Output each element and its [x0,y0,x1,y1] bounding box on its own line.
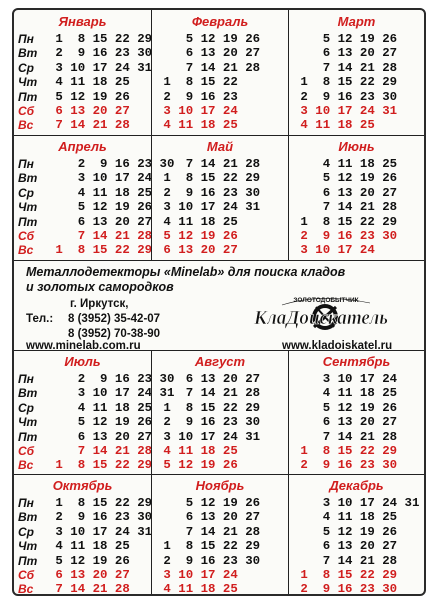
week-row-mon: 6 13 20 27 [156,372,261,386]
week-row-mon: 7 14 21 28 [156,157,261,171]
weekday-sun: Вс [18,458,34,473]
month-name: Июль [64,354,101,369]
week-row-sun: 4 11 18 25 [293,118,375,133]
week-row-thu: 4 11 18 25 [48,75,130,90]
month-name: Октябрь [52,478,113,493]
week-row-wed: 6 13 20 27 [293,185,398,200]
month-2 [151,10,288,135]
day-grid [48,496,153,596]
week-row-sat: 7 14 21 28 [48,228,153,243]
week-row-fri: 7 14 21 28 [293,553,398,568]
week-row-wed: 5 12 19 26 [293,400,398,415]
weekday-wed: Ср [18,400,34,415]
week-row-wed: 4 11 18 25 [48,400,153,415]
week-row-mon: 3 10 17 24 31 [293,496,420,510]
week-row-fri: 6 13 20 27 [48,429,153,444]
week-row-tue: 5 12 19 26 [293,171,398,186]
logo-text: КлаДоискатель [253,307,388,329]
week-row-thu: 1 8 15 22 29 [293,75,398,90]
day-grid [156,372,286,473]
week-row-sat: 3 10 17 24 31 [293,103,398,118]
week-row-fri: 5 12 19 26 [48,89,130,104]
week-row-mon: 1 8 15 22 29 [48,496,153,510]
week-row-sun: 6 13 20 27 [156,243,238,258]
month-name: Апрель [58,139,107,154]
week-row-wed: 3 10 17 24 31 [48,60,153,75]
week-row-sat: 3 10 17 24 [156,567,238,582]
week-row-sat: 1 8 15 22 29 [293,567,398,582]
ad-city: г. Иркутск, [70,298,129,310]
week-row-tue: 4 11 18 25 [293,510,398,525]
weekday-thu: Чт [18,415,38,430]
month-name: Март [337,14,376,29]
month-row-4 [14,474,424,596]
week-row-sat: 3 10 17 24 [156,103,238,118]
week-row-wed: 1 8 15 22 29 [156,400,261,415]
week-row-thu: 7 14 21 28 [293,200,398,215]
weekday-tue: Вт [18,46,38,61]
day-grid [156,32,286,133]
week-row-thu: 1 8 15 22 29 [156,539,261,554]
weekday-tue: Вт [18,510,38,525]
weekday-tue: Вт [18,386,38,401]
week-row-thu: 4 11 18 25 [48,539,130,554]
ad-headline-2: и золотых самородков [26,280,174,294]
weekday-sun: Вс [18,118,34,133]
ad-website-minelab[interactable]: www.minelab.com.ru [26,340,141,352]
week-row-sun: 2 9 16 23 30 [293,458,398,473]
month-5 [151,135,288,260]
weekday-labels [18,157,46,258]
week-row-sat: 6 13 20 27 [48,103,130,118]
week-row-wed: 3 10 17 24 31 [48,524,153,539]
weekday-mon: Пн [18,496,34,510]
week-row-tue: 7 14 21 28 [156,386,261,401]
week-row-fri: 4 11 18 25 [156,214,238,229]
ad-website-kladoiskatel[interactable]: www.kladoiskatel.ru [282,340,393,352]
month-8 [151,350,288,474]
week-row-tue: 2 9 16 23 30 [48,46,153,61]
week-row-sat: 6 13 20 27 [48,567,130,582]
week-row-sun: 2 9 16 23 30 [293,582,398,596]
week-row-sun: 4 11 18 25 [156,118,238,133]
week-row-fri: 2 9 16 23 [156,89,238,104]
month-row-1 [14,10,424,135]
month-row-2 [14,135,424,260]
week-row-mon: 2 9 16 23 30 [48,372,175,386]
week-row-mon: 3 10 17 24 [293,372,398,386]
weekday-mon: Пн [18,32,34,46]
week-row-thu: 3 10 17 24 31 [156,200,261,215]
day-grid [48,372,175,473]
week-row-sun: 7 14 21 28 [48,582,130,596]
week-row-sun: 3 10 17 24 [293,243,375,258]
week-row-fri: 2 9 16 23 30 [293,89,398,104]
weekday-tue: Вт [18,171,38,186]
logo-small-text: ЗОЛОТОДОБЫТЧИК [293,297,359,304]
day-grid [156,496,286,596]
week-row-tue: 6 13 20 27 [156,510,261,525]
weekday-wed: Ср [18,524,34,539]
month-name: Декабрь [329,478,384,493]
calendar-card [12,8,426,596]
week-row-mon: 4 11 18 25 [293,157,398,171]
week-row-sun: 1 8 15 22 29 [48,458,153,473]
day-grid [293,496,422,596]
ad-phone-2: 8 (3952) 70-38-90 [68,328,161,340]
week-row-fri: 3 10 17 24 31 [156,429,261,444]
weekday-thu: Чт [18,75,38,90]
weekday-fri: Пт [18,89,38,104]
week-row-mon: 5 12 19 26 [156,32,261,46]
weekday-mon: Пн [18,157,34,171]
week-row-thu: 6 13 20 27 [293,539,398,554]
week-row-tue: 3 10 17 24 [48,171,153,186]
day-grid [48,32,153,133]
month-name: Июнь [338,139,375,154]
ad-phone-1: 8 (3952) 35-42-07 [68,313,161,325]
weekday-fri: Пт [18,553,38,568]
week-row-mon: 5 12 19 26 [293,32,398,46]
week-row-sat: 2 9 16 23 30 [293,228,398,243]
week-row-fri: 7 14 21 28 [293,429,398,444]
week-row-sun: 5 12 19 26 [156,458,238,473]
month-name: Август [194,354,246,369]
day-grid [48,157,175,258]
week-row-tue: 3 10 17 24 31 [48,386,175,401]
weekday-wed: Ср [18,60,34,75]
month-12 [288,474,424,596]
month-4 [14,135,175,260]
week-row-fri: 6 13 20 27 [48,214,153,229]
weekday-labels [18,32,46,133]
week-row-tue: 6 13 20 27 [293,46,398,61]
weekday-sun: Вс [18,243,34,258]
week-row-mon: 5 12 19 26 [156,496,261,510]
month-7 [14,350,175,474]
week-row-fri: 1 8 15 22 29 [293,214,398,229]
week-row-thu: 2 9 16 23 30 [156,415,261,430]
weekday-sun: Вс [18,582,34,596]
week-row-mon: 2 9 16 23 30 [48,157,175,171]
week-row-sat: 4 11 18 25 [156,443,238,458]
weekday-fri: Пт [18,429,38,444]
month-10 [14,474,151,596]
week-row-sun: 7 14 21 28 [48,118,130,133]
kladoiskatel-logo [252,291,390,333]
weekday-fri: Пт [18,214,38,229]
month-6 [288,135,424,260]
week-row-sat: 1 8 15 22 29 [293,443,398,458]
month-name: Январь [58,14,107,29]
day-grid [293,372,422,473]
day-grid [293,157,422,258]
weekday-sat: Сб [18,567,35,582]
week-row-wed: 7 14 21 28 [156,60,261,75]
month-name: Февраль [191,14,249,29]
advertisement-block [14,260,424,351]
month-9 [288,350,424,474]
weekday-sat: Сб [18,228,35,243]
month-3 [288,10,424,135]
weekday-labels [18,372,46,473]
month-name: Сентябрь [322,354,391,369]
week-row-thu: 5 12 19 26 [48,200,153,215]
week-row-fri: 2 9 16 23 30 [156,553,261,568]
week-row-tue: 2 9 16 23 30 [48,510,153,525]
ad-phone-label: Тел.: [26,313,54,325]
week-row-thu: 6 13 20 27 [293,415,398,430]
day-grid [293,32,422,133]
week-row-tue: 1 8 15 22 29 [156,171,261,186]
week-row-sat: 7 14 21 28 [48,443,153,458]
weekday-thu: Чт [18,200,38,215]
week-row-sun: 1 8 15 22 29 [48,243,153,258]
weekday-thu: Чт [18,539,38,554]
week-row-tue: 6 13 20 27 [156,46,261,61]
week-row-sun: 4 11 18 25 [156,582,238,596]
week-row-wed: 7 14 21 28 [293,60,398,75]
week-row-wed: 7 14 21 28 [156,524,261,539]
week-row-thu: 5 12 19 26 [48,415,153,430]
week-row-fri: 5 12 19 26 [48,553,130,568]
month-name: Ноябрь [195,478,245,493]
week-row-sat: 5 12 19 26 [156,228,238,243]
month-name: Май [206,139,234,154]
day-grid [156,157,286,258]
week-row-wed: 5 12 19 26 [293,524,398,539]
week-row-thu: 1 8 15 22 [156,75,238,90]
ad-headline-1: Металлодетекторы «Minelab» для поиска кладов [26,265,346,279]
weekday-sat: Сб [18,443,35,458]
weekday-mon: Пн [18,372,34,386]
month-1 [14,10,151,135]
week-row-wed: 2 9 16 23 30 [156,185,261,200]
week-row-mon: 1 8 15 22 29 [48,32,153,46]
weekday-sat: Сб [18,103,35,118]
month-11 [151,474,288,596]
weekday-labels [18,496,46,596]
week-row-wed: 4 11 18 25 [48,185,153,200]
weekday-wed: Ср [18,185,34,200]
week-row-tue: 4 11 18 25 [293,386,398,401]
month-row-3 [14,350,424,474]
